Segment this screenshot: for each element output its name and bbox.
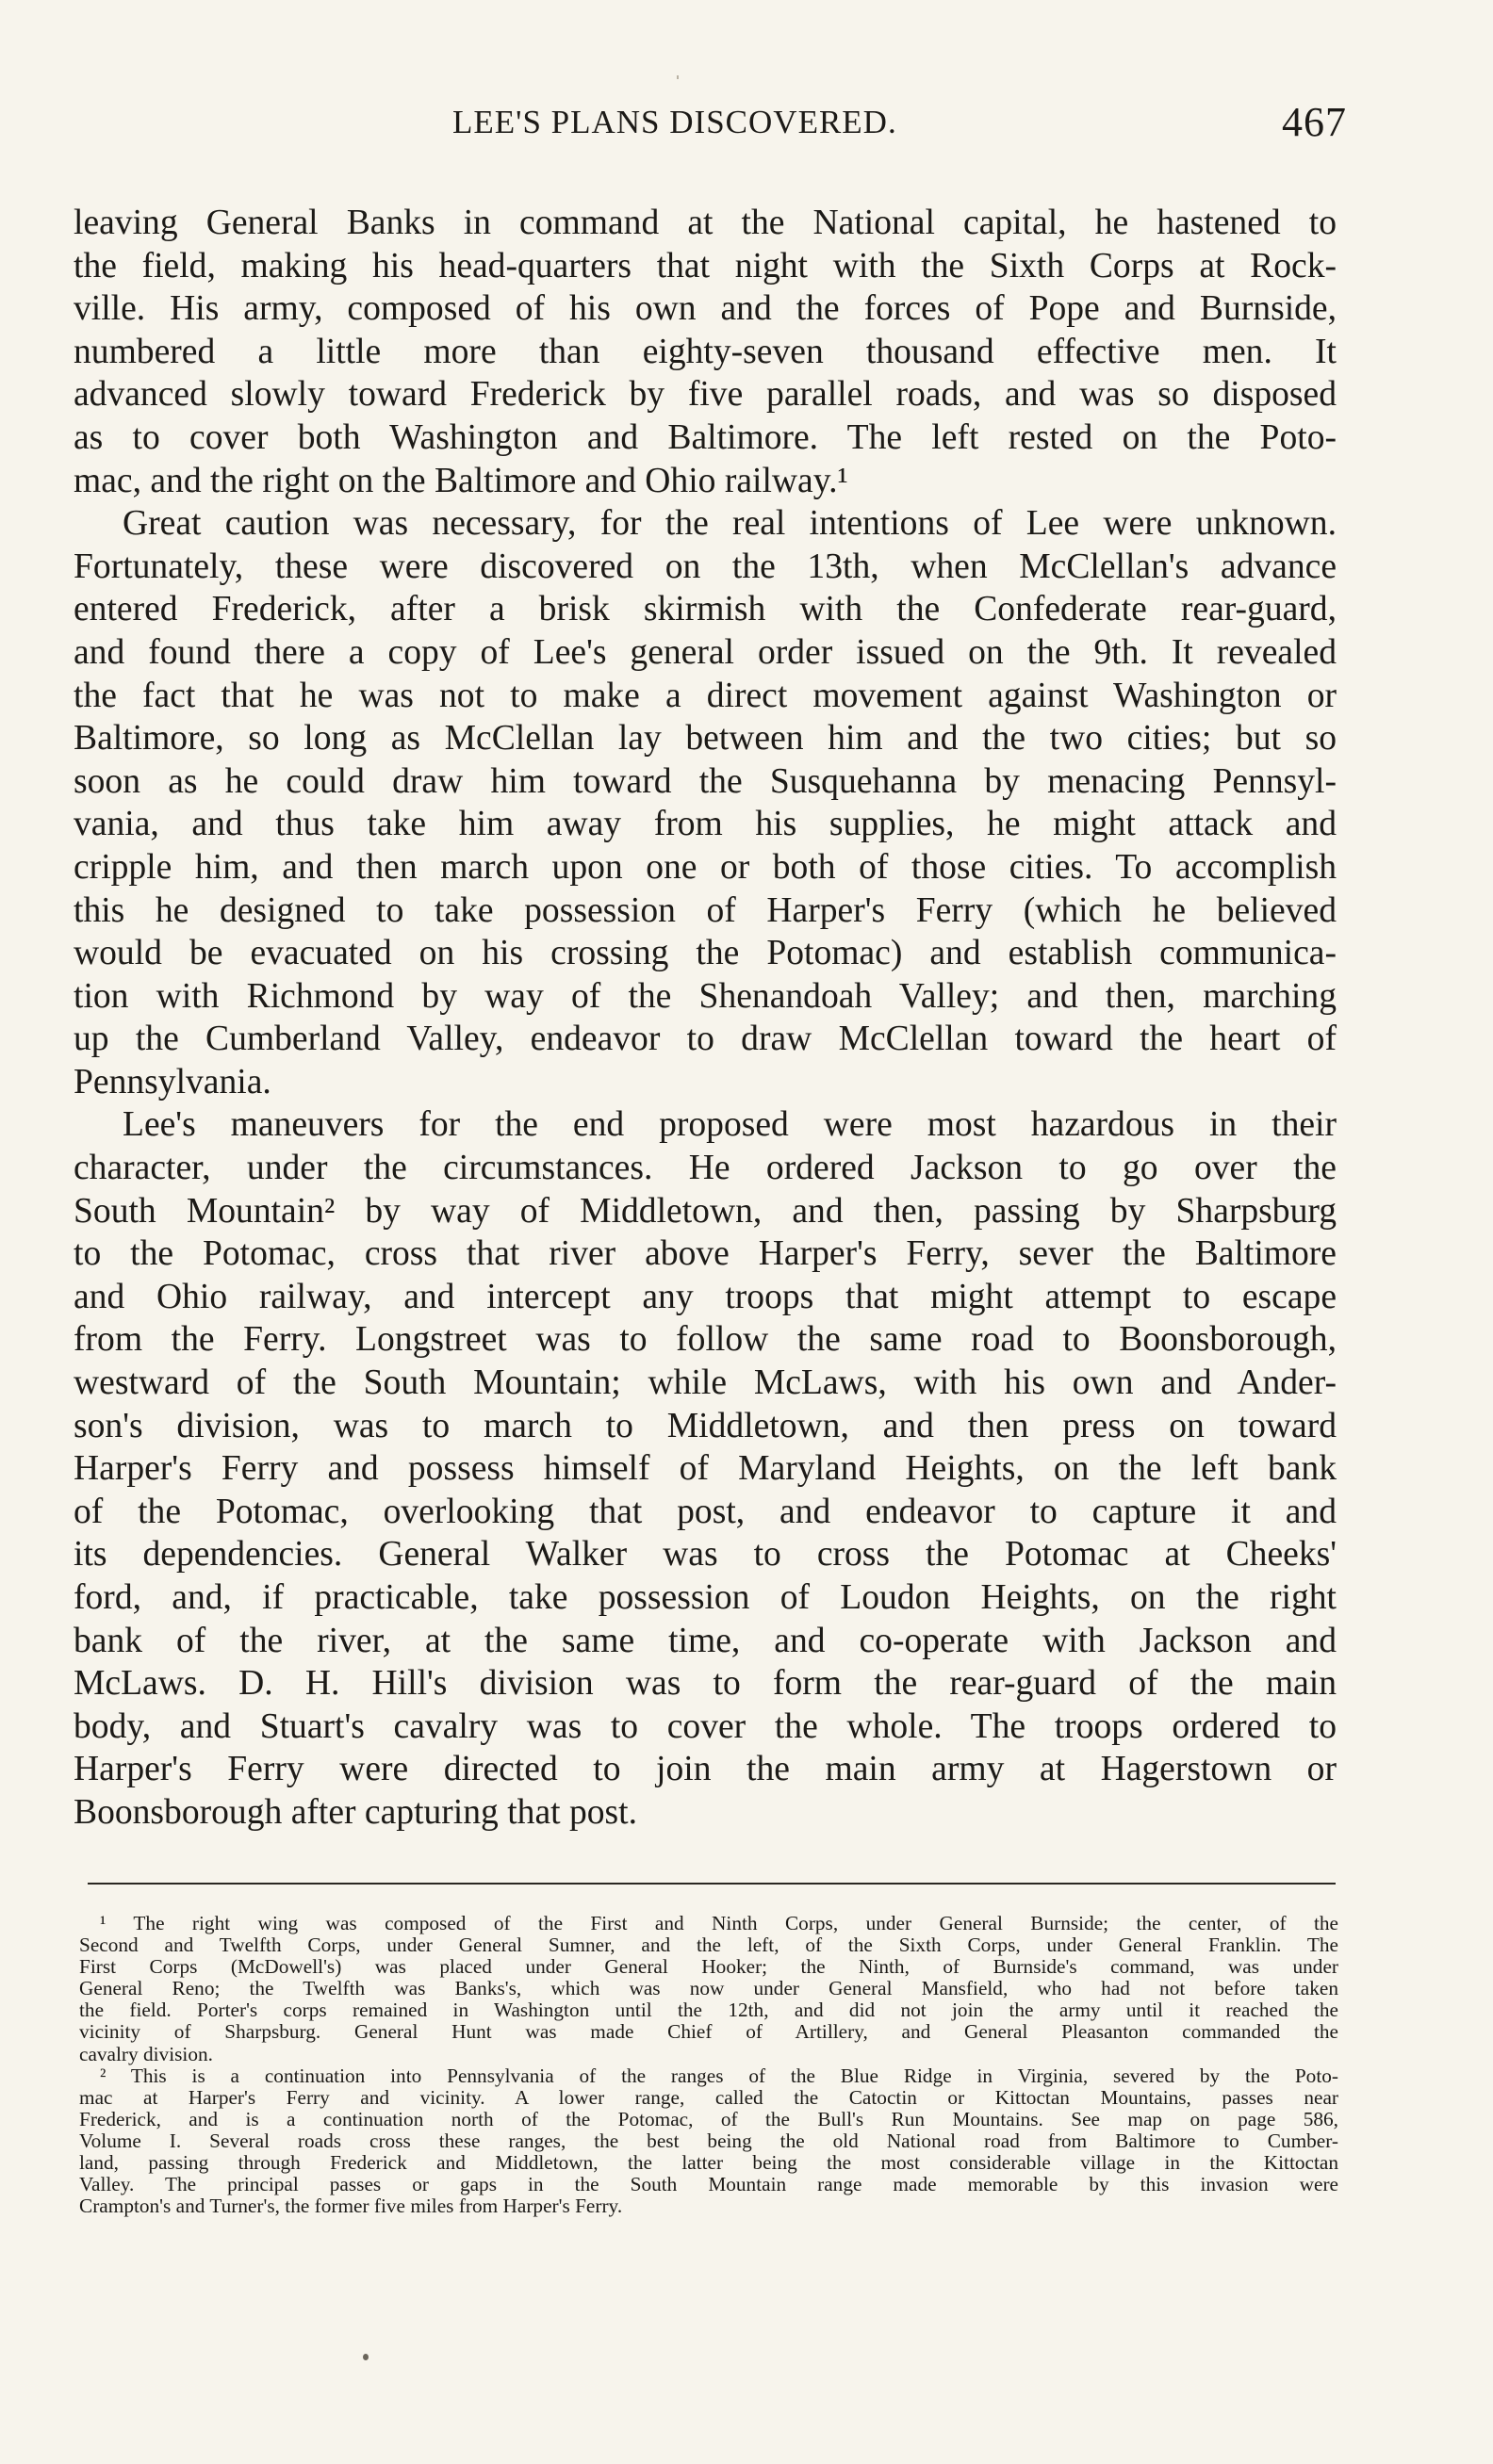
footnote-line: the field. Porter's corps remained in Washington until the 12th, and did not join the army until it reached the [79,1999,1338,2022]
footnote-line: vicinity of Sharpsburg. General Hunt was made Chief of Artillery, and General Pleasanton commanded the [79,2020,1338,2044]
footnote-line: Crampton's and Turner's, the former five miles from Harper's Ferry. [79,2195,623,2218]
footnote-line: cavalry division. [79,2042,213,2065]
body-line: Lee's maneuvers for the end proposed were most hazardous in their [123,1105,1337,1145]
footnote-line: ² This is a continuation into Pennsylvania of the ranges of the Blue Ridge in Virginia, severed by the Poto- [100,2064,1338,2087]
body-line: this he designed to take possession of Harper's Ferry (which he believed [74,890,1337,930]
footnote-line: land, passing through Frederick and Middletown, the latter being the most considerable village in the Kittoctan [79,2151,1338,2175]
body-line: Fortunately, these were discovered on the 13th, when McClellan's advance [74,547,1337,586]
body-line: ford, and, if practicable, take possession of Loudon Heights, on the right [74,1578,1337,1617]
body-line: up the Cumberland Valley, endeavor to draw McClellan toward the heart of [74,1020,1337,1059]
body-line: mac, and the right on the Baltimore and Ohio railway.¹ [74,461,848,500]
body-line: to the Potomac, cross that river above Harper's Ferry, sever the Baltimore [74,1234,1337,1274]
footnote-line: General Reno; the Twelfth was Banks's, which was now under General Mansfield, who had not before taken [79,1977,1338,2000]
body-line: would be evacuated on his crossing the Potomac) and establish communica- [74,934,1337,973]
body-line: leaving General Banks in command at the National capital, he hastened to [74,204,1337,242]
body-line: of the Potomac, overlooking that post, and endeavor to capture it and [74,1492,1337,1531]
footnote-line: Volume I. Several roads cross these ranges, the best being the old National road from Baltimore to Cumber- [79,2129,1338,2152]
footnote-line: Valley. The principal passes or gaps in the South Mountain range made memorable by this invasion were [79,2173,1338,2196]
body-line: soon as he could draw him toward the Susquehanna by menacing Pennsyl- [74,761,1337,801]
body-line: McLaws. D. H. Hill's division was to form the rear-guard of the main [74,1664,1337,1704]
footnotes [79,1913,1338,2217]
footnote-line: mac at Harper's Ferry and vicinity. A lower range, called the Catoctin or Kittoctan Mountains, passes near [79,2085,1338,2109]
paper-mark [677,75,679,79]
body-line: vania, and thus take him away from his supplies, he might attack and [74,805,1337,844]
body-line: westward of the South Mountain; while McLaws, with his own and Ander- [74,1363,1337,1403]
body-line: Great caution was necessary, for the real intentions of Lee were unknown. [123,504,1337,544]
body-line: Baltimore, so long as McClellan lay between him and the two cities; but so [74,719,1337,759]
body-line: character, under the circumstances. He ordered Jackson to go over the [74,1149,1337,1188]
body-line: its dependencies. General Walker was to cross the Potomac at Cheeks' [74,1535,1337,1575]
running-title: LEE'S PLANS DISCOVERED. [452,104,897,140]
footnote-line: Second and Twelfth Corps, under General Sumner, and the left, of the Sixth Corps, under General Franklin. The [79,1934,1338,1957]
body-line: advanced slowly toward Frederick by five parallel roads, and was so disposed [74,375,1337,415]
footnote-line: Frederick, and is a continuation north of the Potomac, of the Bull's Run Mountains. See map on page 586, [79,2107,1338,2130]
body-line: bank of the river, at the same time, and co-operate with Jackson and [74,1621,1337,1660]
body-line: the fact that he was not to make a direct movement against Washington or [74,676,1337,715]
body-line: as to cover both Washington and Baltimore. The left rested on the Poto- [74,417,1337,457]
body-line: from the Ferry. Longstreet was to follow the same road to Boonsborough, [74,1320,1337,1360]
body-line: South Mountain² by way of Middletown, and then, passing by Sharpsburg [74,1191,1337,1231]
footnote-line: First Corps (McDowell's) was placed under General Hooker; the Ninth, of Burnside's command, was under [79,1955,1338,1979]
body-text [74,202,1337,1835]
body-line: tion with Richmond by way of the Shenandoah Valley; and then, marching [74,976,1337,1016]
body-line: Boonsborough after capturing that post. [74,1792,638,1832]
body-line: Harper's Ferry were directed to join the main army at Hagerstown or [74,1750,1337,1789]
body-line: body, and Stuart's cavalry was to cover the whole. The troops ordered to [74,1706,1337,1746]
body-line: the field, making his head-quarters that night with the Sixth Corps at Rock- [74,246,1337,286]
body-line: ville. His army, composed of his own and the forces of Pope and Burnside, [74,289,1337,329]
body-line: and found there a copy of Lee's general order issued on the 9th. It revealed [74,632,1337,672]
footnote-line: ¹ The right wing was composed of the First and Ninth Corps, under General Burnside; the center, of the [100,1912,1338,1934]
body-line: cripple him, and then march upon one or both of those cities. To accomplish [74,847,1337,887]
body-line: numbered a little more than eighty-seven thousand effective men. It [74,332,1337,371]
body-line: son's division, was to march to Middletown, and then press on toward [74,1406,1337,1445]
body-line: Pennsylvania. [74,1062,271,1101]
body-line: entered Frederick, after a brisk skirmish with the Confederate rear-guard, [74,590,1337,629]
body-line: and Ohio railway, and intercept any troops that might attempt to escape [74,1277,1337,1316]
page-number: 467 [1282,99,1347,145]
ink-speck [363,2354,369,2360]
footnote-divider [88,1883,1336,1885]
body-line: Harper's Ferry and possess himself of Maryland Heights, on the left bank [74,1449,1337,1489]
